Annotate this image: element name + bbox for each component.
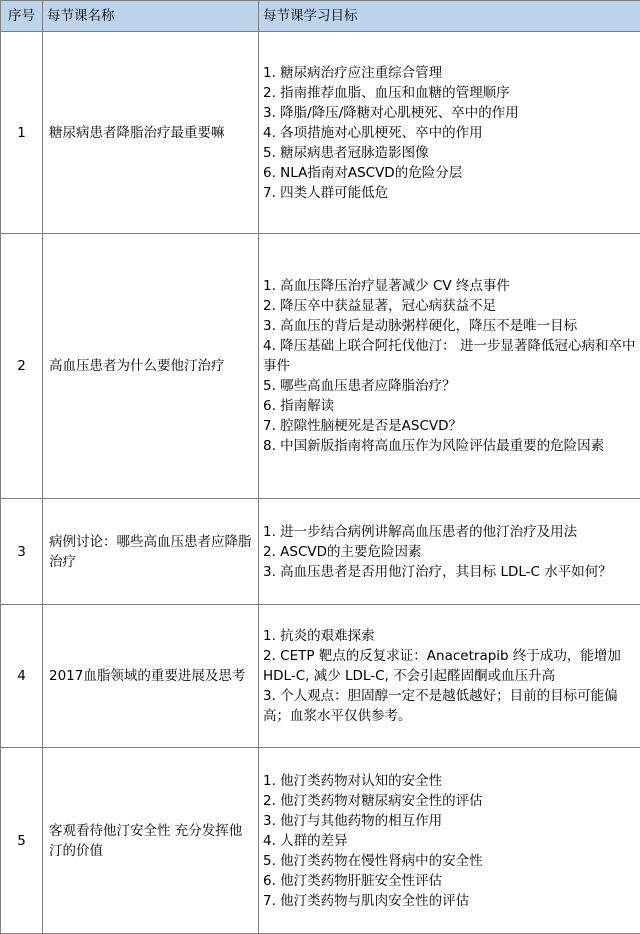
header-goals: 每节课学习目标	[259, 1, 640, 32]
lesson-goals	[259, 499, 640, 605]
lesson-goals	[259, 605, 640, 748]
goal-item: 2. 指南推荐血脂、血压和血糖的管理顺序	[263, 83, 636, 103]
goal-item: 1. 抗炎的艰难探索	[263, 626, 636, 646]
goal-item: 2. ASCVD的主要危险因素	[263, 542, 636, 562]
goal-item: 3. 降脂/降压/降糖对心肌梗死、卒中的作用	[263, 103, 636, 123]
lesson-goals	[259, 748, 640, 934]
header-name: 每节课名称	[43, 1, 259, 32]
row-number: 2	[1, 234, 43, 499]
goal-item: 1. 高血压降压治疗显著减少 CV 终点事件	[263, 276, 636, 296]
goal-item: 2. 降压卒中获益显著，冠心病获益不足	[263, 296, 636, 316]
row-number: 3	[1, 499, 43, 605]
header-row	[1, 1, 640, 32]
goal-item: 6. 他汀类药物肝脏安全性评估	[263, 871, 636, 891]
table-row	[1, 748, 640, 934]
lesson-name: 客观看待他汀安全性 充分发挥他汀的价值	[43, 748, 259, 934]
goal-item: 4. 人群的差异	[263, 831, 636, 851]
lesson-goals	[259, 234, 640, 499]
header-no: 序号	[1, 1, 43, 32]
lesson-name: 高血压患者为什么要他汀治疗	[43, 234, 259, 499]
goal-item: 5. 他汀类药物在慢性肾病中的安全性	[263, 851, 636, 871]
goal-item: 3. 个人观点：胆固醇一定不是越低越好；目前的目标可能偏高；血浆水平仅供参考。	[263, 686, 636, 726]
table-row	[1, 32, 640, 234]
table-row	[1, 605, 640, 748]
goal-item: 8. 中国新版指南将高血压作为风险评估最重要的危险因素	[263, 436, 636, 456]
goal-item: 6. 指南解读	[263, 396, 636, 416]
goal-item: 3. 高血压的背后是动脉粥样硬化，降压不是唯一目标	[263, 316, 636, 336]
row-number: 5	[1, 748, 43, 934]
goal-item: 1. 进一步结合病例讲解高血压患者的他汀治疗及用法	[263, 522, 636, 542]
goal-item: 1. 糖尿病治疗应注重综合管理	[263, 63, 636, 83]
lesson-name: 病例讨论：哪些高血压患者应降脂治疗	[43, 499, 259, 605]
table-row	[1, 499, 640, 605]
goal-item: 2. 他汀类药物对糖尿病安全性的评估	[263, 791, 636, 811]
lesson-name: 2017血脂领域的重要进展及思考	[43, 605, 259, 748]
goal-item: 1. 他汀类药物对认知的安全性	[263, 771, 636, 791]
goal-item: 4. 降压基础上联合阿托伐他汀： 进一步显著降低冠心病和卒中事件	[263, 336, 636, 376]
lesson-goals	[259, 32, 640, 234]
goal-item: 5. 糖尿病患者冠脉造影图像	[263, 143, 636, 163]
row-number: 4	[1, 605, 43, 748]
goal-item: 4. 各项措施对心肌梗死、卒中的作用	[263, 123, 636, 143]
goal-item: 3. 高血压患者是否用他汀治疗，其目标 LDL-C 水平如何？	[263, 562, 636, 582]
goal-item: 7. 腔隙性脑梗死是否是ASCVD？	[263, 416, 636, 436]
table-row	[1, 234, 640, 499]
goal-item: 3. 他汀与其他药物的相互作用	[263, 811, 636, 831]
lesson-name: 糖尿病患者降脂治疗最重要嘛	[43, 32, 259, 234]
goal-item: 2. CETP 靶点的反复求证：Anacetrapib 终于成功，能增加 HDL-C, 减少 LDL-C, 不会引起醛固酮或血压升高	[263, 646, 636, 686]
goal-item: 6. NLA指南对ASCVD的危险分层	[263, 163, 636, 183]
goal-item: 5. 哪些高血压患者应降脂治疗？	[263, 376, 636, 396]
goal-item: 7. 四类人群可能低危	[263, 183, 636, 203]
goal-item: 7. 他汀类药物与肌肉安全性的评估	[263, 891, 636, 911]
row-number: 1	[1, 32, 43, 234]
